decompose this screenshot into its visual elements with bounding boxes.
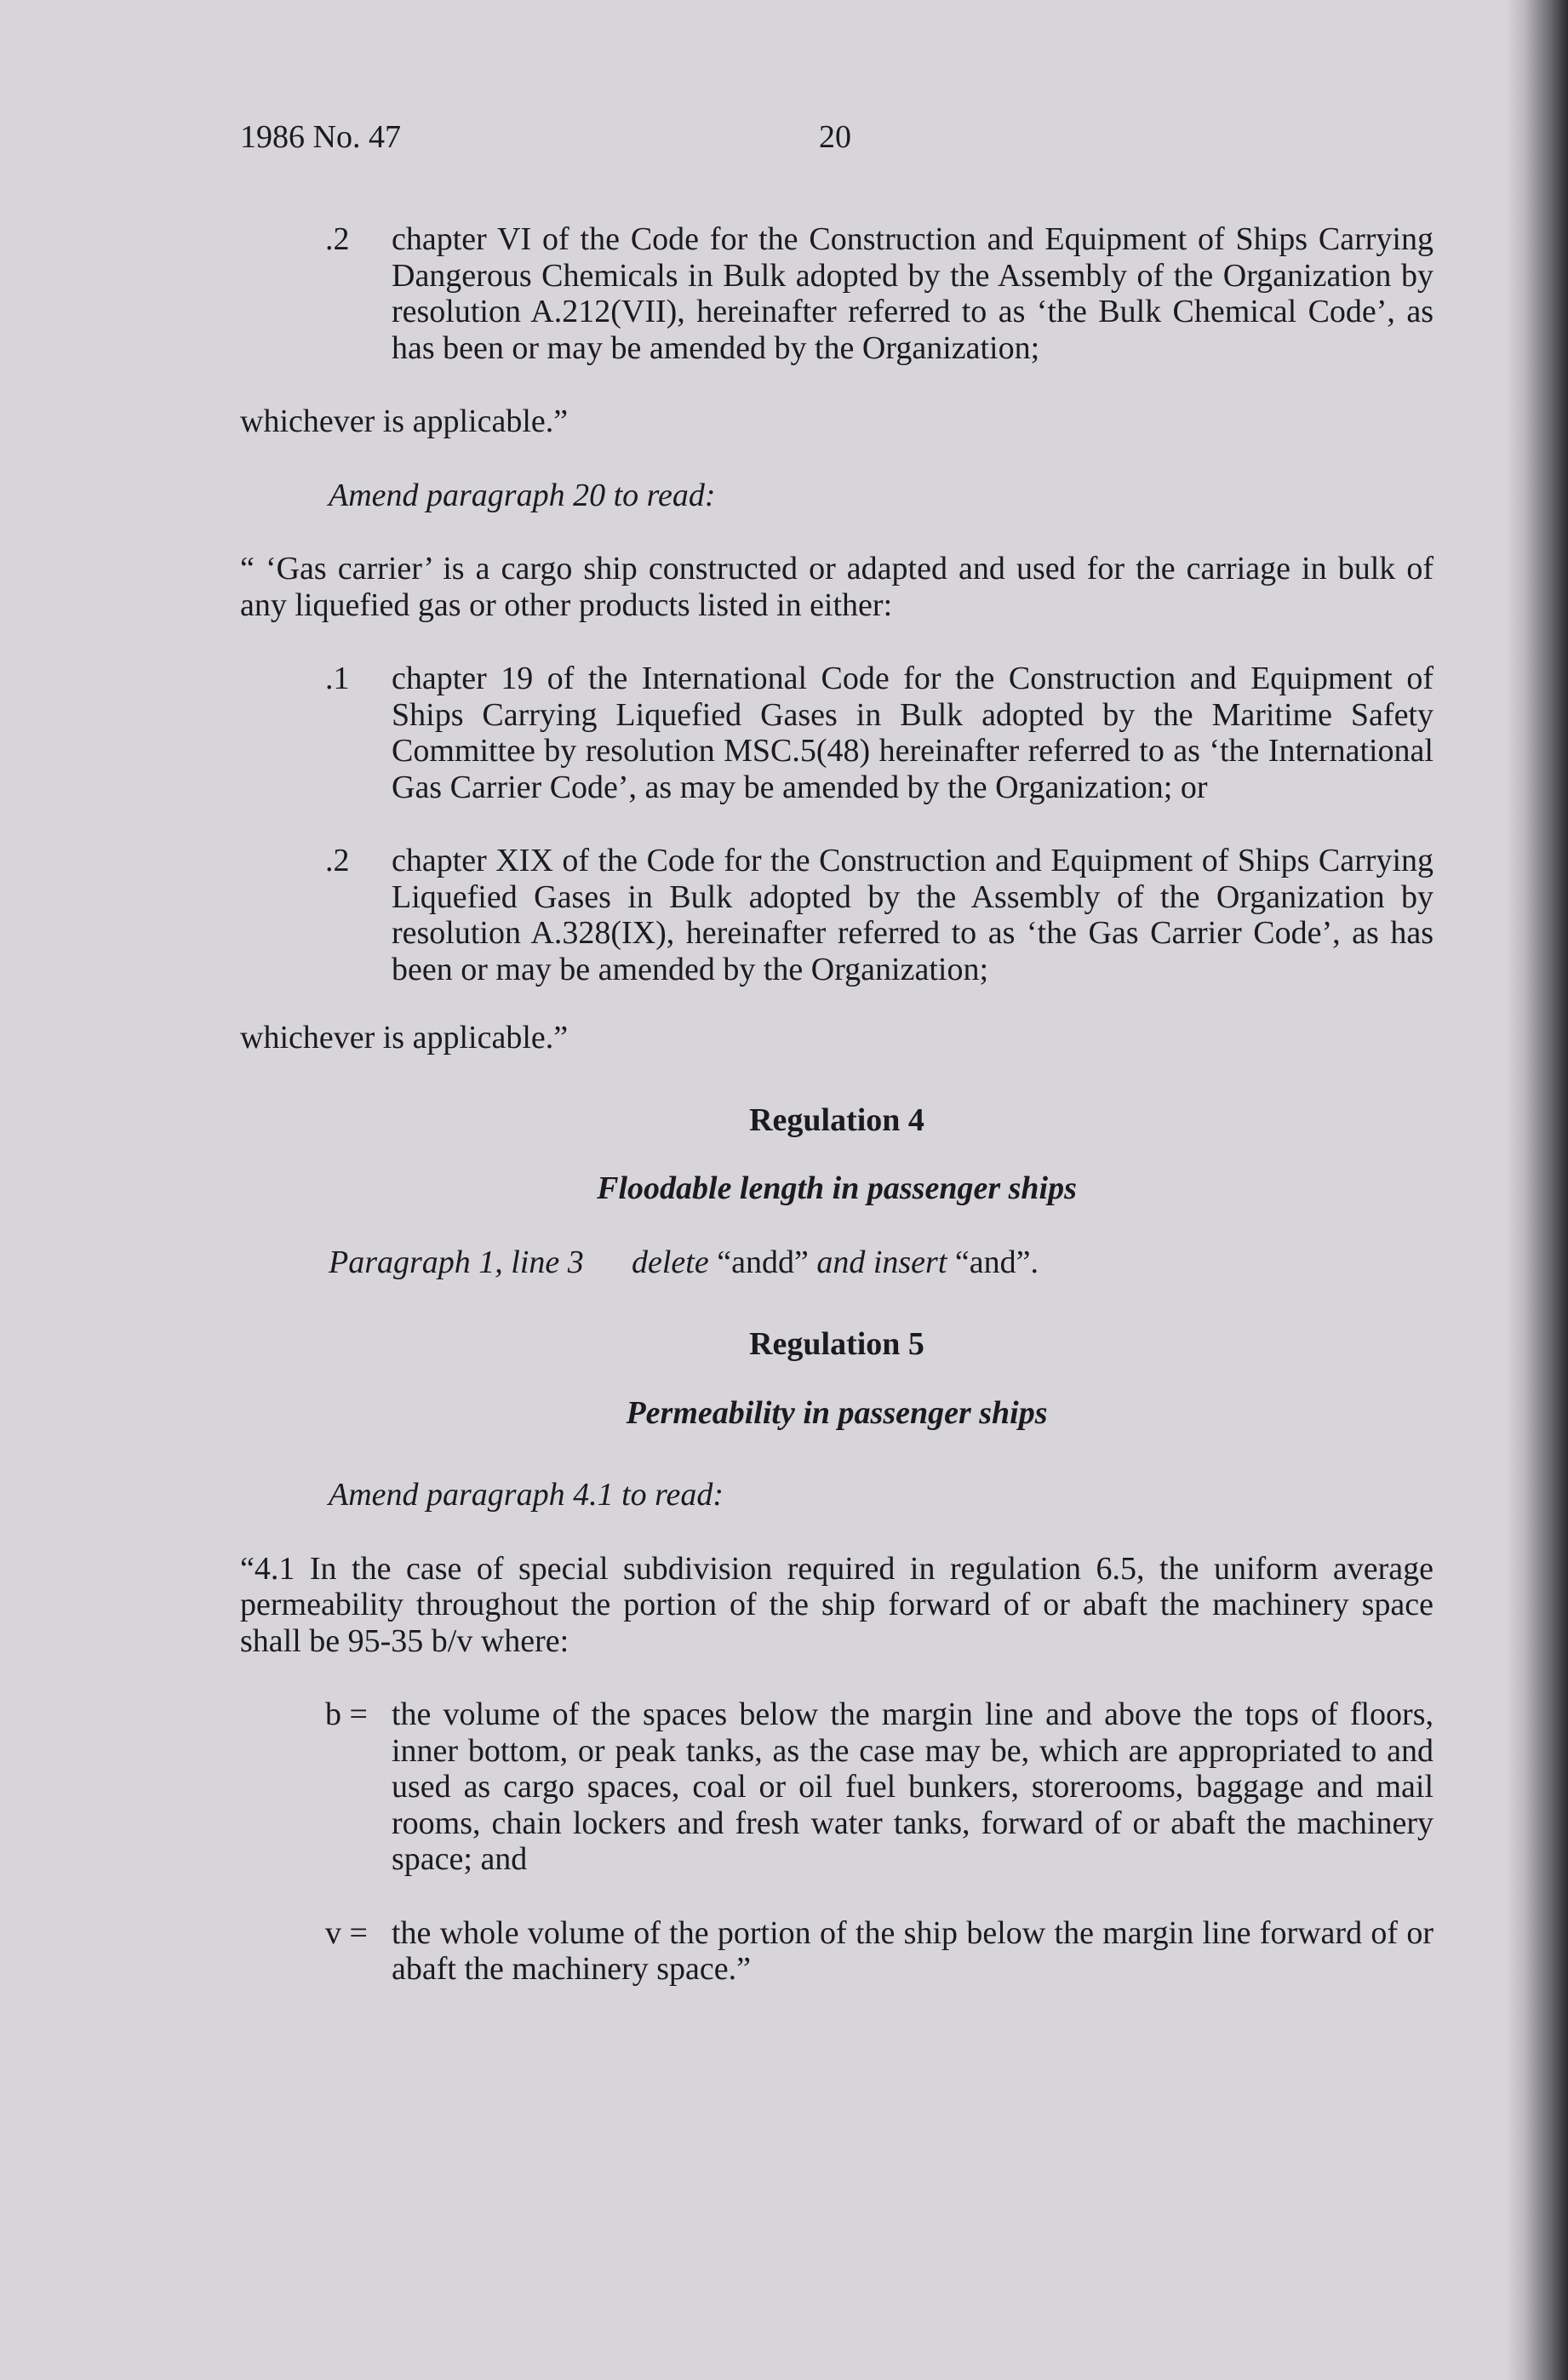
amend-instruction: Amend paragraph 20 to read: <box>329 477 716 513</box>
paragraph: “4.1 In the case of special subdivision required in regulation 6.5, the uniform average permeability throughout the portion of the ship forward of or abaft the machinery space shall be 95-35 b/v where: <box>240 1550 1434 1659</box>
item-number: .1 <box>325 661 350 696</box>
delete-word: delete <box>632 1244 709 1280</box>
paragraph: “ ‘Gas carrier’ is a cargo ship constructed or adapted and used for the carriage in bulk of any liquefied gas or other products listed in either: <box>240 551 1434 623</box>
item-number: .2 <box>325 843 350 878</box>
page-number: 20 <box>819 119 851 155</box>
section-heading: Regulation 4 <box>749 1101 924 1138</box>
item-text: chapter VI of the Code for the Construction and Equipment of Ships Carrying Dangerous Chemicals in Bulk adopted by the Assembly of the Organization by resolution A.212(VII), hereinafter referred to as ‘the Bulk Chemical Code’, as has been or may be amended by the Organization; <box>392 221 1434 366</box>
definition-label: v = <box>325 1914 368 1951</box>
section-subheading: Permeability in passenger ships <box>626 1394 1048 1431</box>
paragraph-reference: Paragraph 1, line 3 <box>329 1244 584 1280</box>
definition-item <box>325 1915 1434 1988</box>
section-heading: Regulation 5 <box>749 1326 924 1362</box>
amend-instruction: Amend paragraph 4.1 to read: <box>329 1477 724 1513</box>
definition-text: the volume of the spaces below the margin line and above the tops of floors, inner bottom, or peak tanks, as the case may be, which are appropriated to and used as cargo spaces, coal or oil fuel bunkers, storerooms, baggage and mail rooms, chain lockers and fresh water tanks, forward of or abaft the machinery space; and <box>392 1696 1434 1877</box>
amendment-text <box>632 1244 1039 1281</box>
definition-text: the whole volume of the portion of the ship below the margin line forward of or abaft the machinery space.” <box>392 1914 1434 1987</box>
page-edge-shadow <box>1507 0 1568 2380</box>
list-item <box>325 843 1434 987</box>
item-number: .2 <box>325 221 350 257</box>
definition-label: b = <box>325 1696 368 1732</box>
item-text: chapter XIX of the Code for the Construction and Equipment of Ships Carrying Liquefied Gases in Bulk adopted by the Assembly of the Organization by resolution A.328(IX), hereinafter referred to as ‘the Gas Carrier Code’, as has been or may be amended by the Organization; <box>392 843 1434 987</box>
document-body <box>240 221 1434 1988</box>
section-subheading: Floodable length in passenger ships <box>597 1170 1077 1206</box>
whichever-clause: whichever is applicable.” <box>240 1020 569 1056</box>
list-item <box>325 221 1434 366</box>
list-item <box>325 661 1434 805</box>
inserted-text: “and”. <box>954 1244 1039 1280</box>
amend-instruction <box>240 1244 1434 1281</box>
document-reference: 1986 No. 47 <box>240 119 401 155</box>
definition-item <box>325 1696 1434 1878</box>
whichever-clause: whichever is applicable.” <box>240 403 569 439</box>
deleted-text: “andd” <box>717 1244 809 1280</box>
insert-word: and insert <box>816 1244 947 1280</box>
item-text: chapter 19 of the International Code for the Construction and Equipment of Ships Carrying Liquefied Gases in Bulk adopted by the Maritime Safety Committee by resolution MSC.5(48) hereinafter referred to as ‘the International Gas Carrier Code’, as may be amended by the Organization; or <box>392 661 1434 805</box>
